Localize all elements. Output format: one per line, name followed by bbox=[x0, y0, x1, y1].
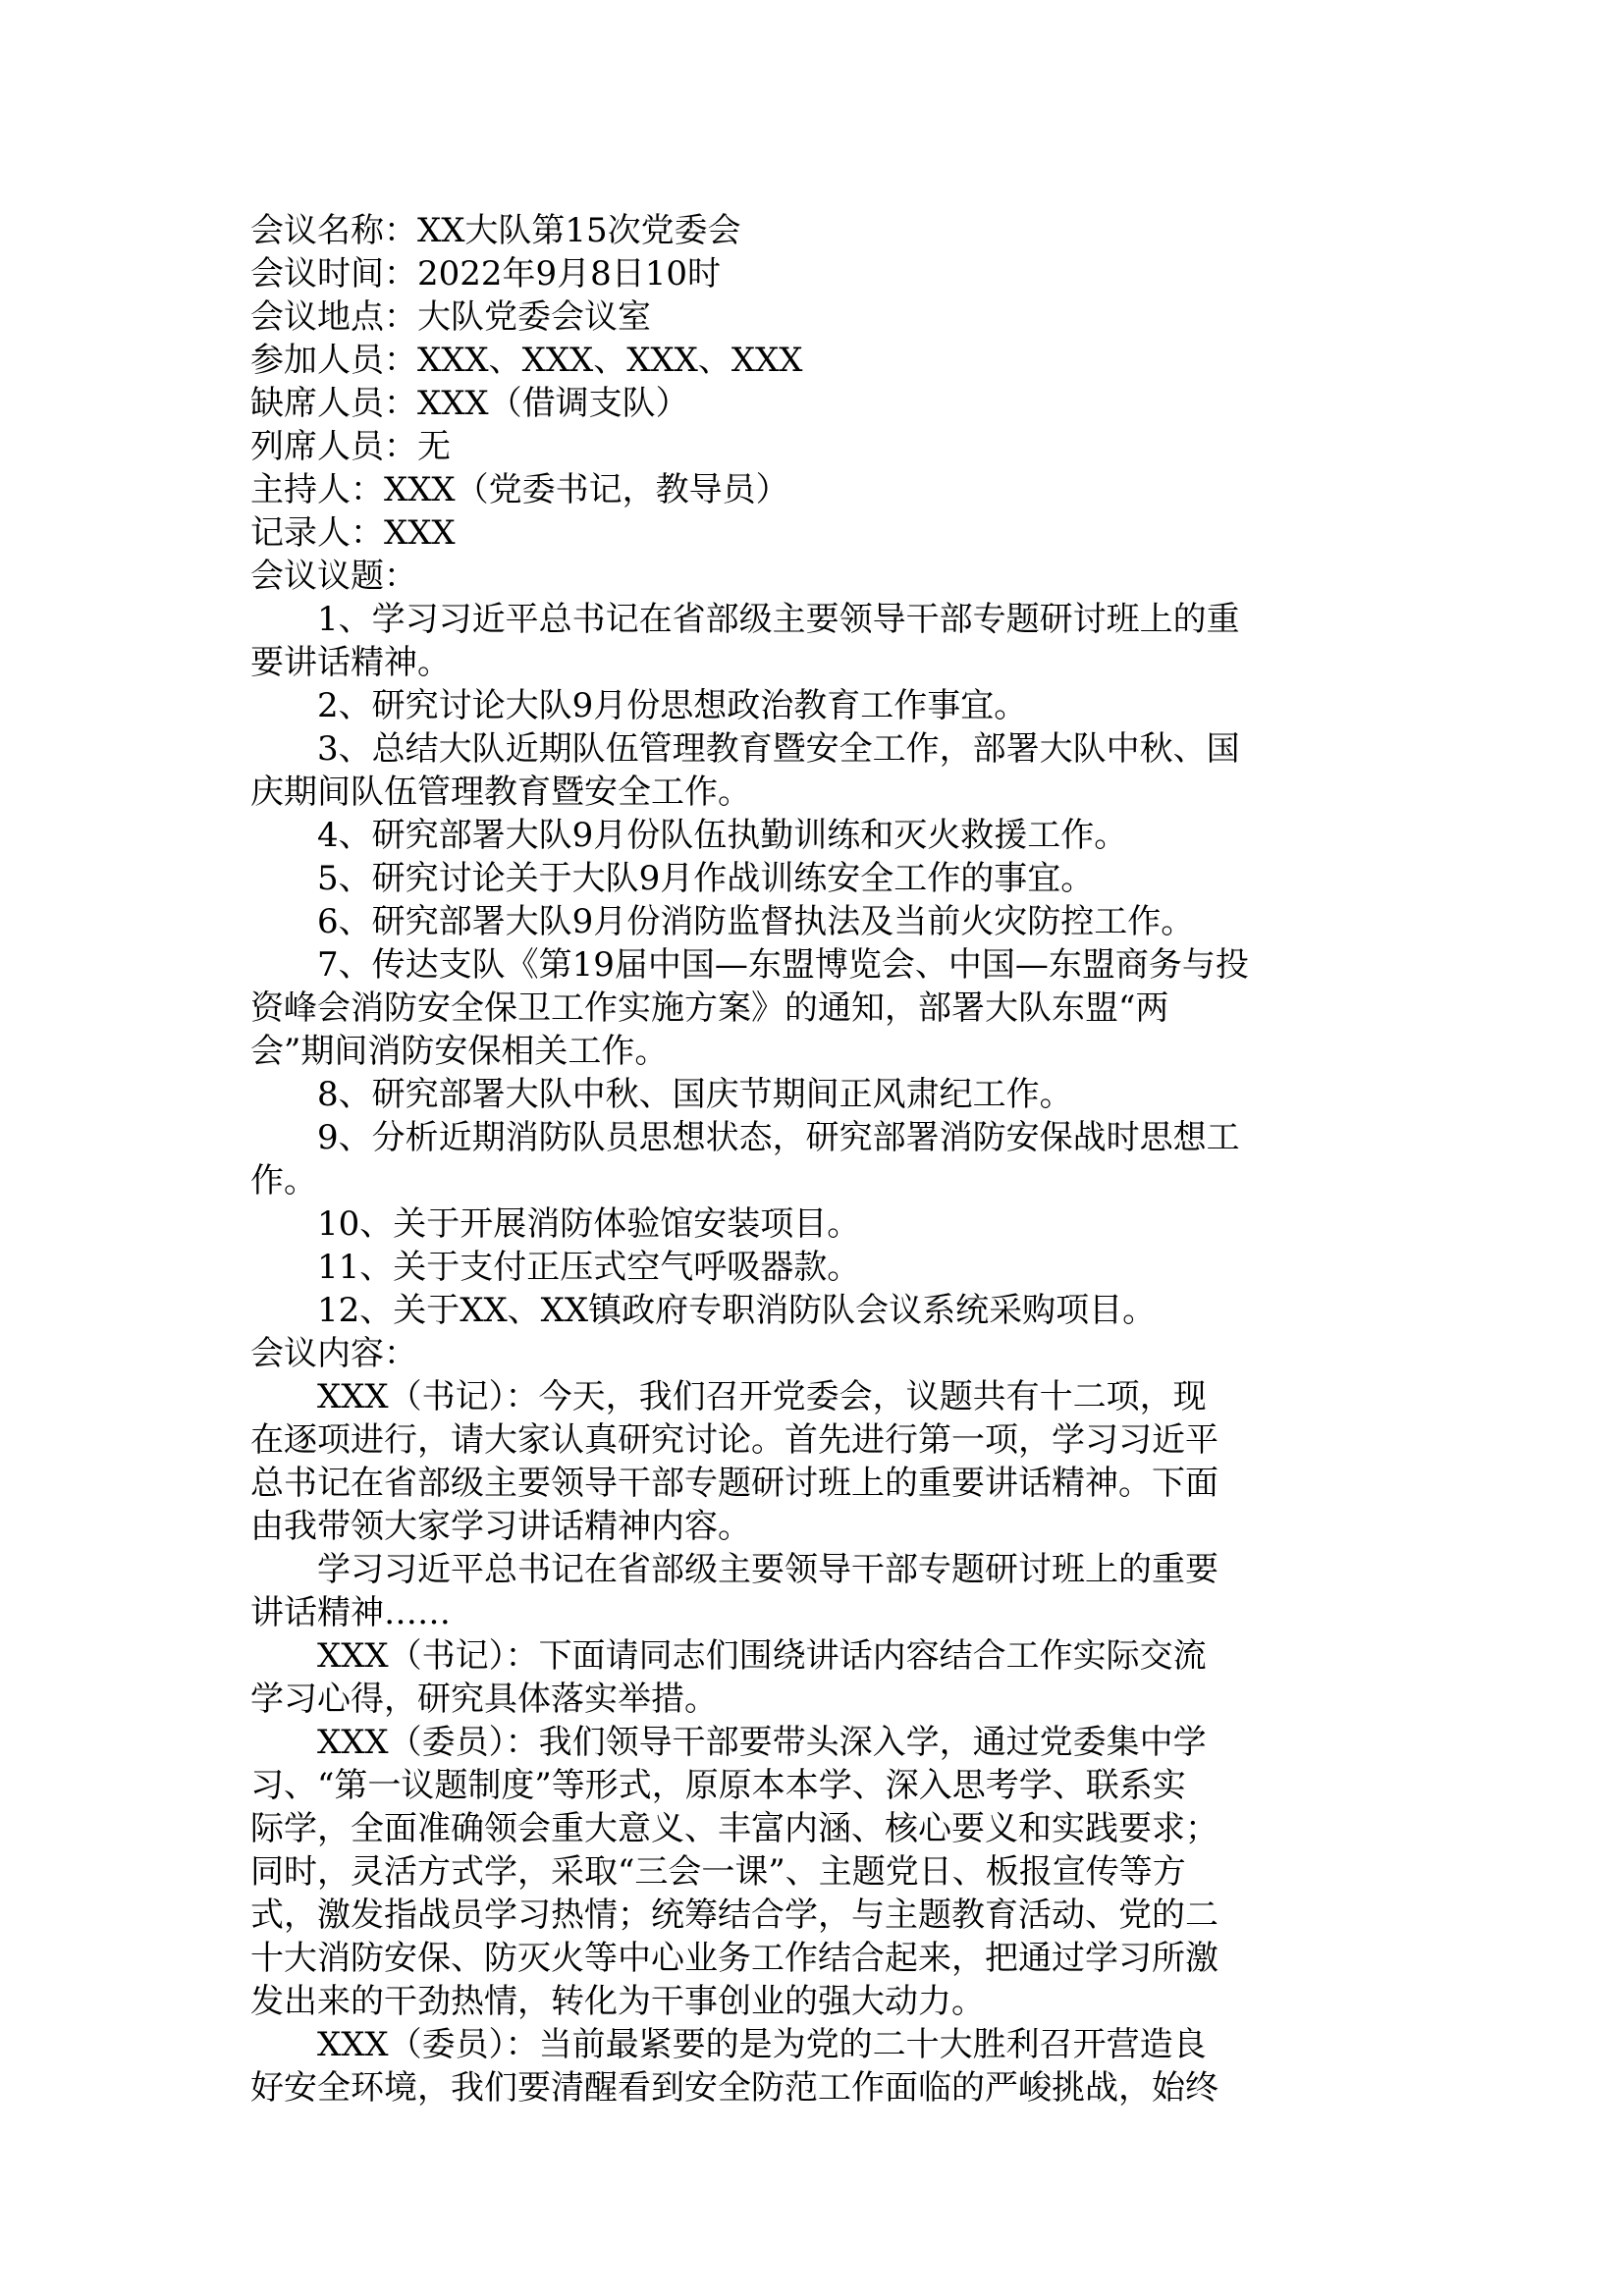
absent-row bbox=[250, 382, 1389, 425]
topic-line: 3、总结大队近期队伍管理教育暨安全工作，部署大队中秋、国 bbox=[250, 727, 1389, 771]
content-line: 学习习近平总书记在省部级主要领导干部专题研讨班上的重要 bbox=[250, 1548, 1389, 1591]
meeting-place-value: 大队党委会议室 bbox=[417, 297, 651, 337]
attendees-value: XXX、XXX、XXX、XXX bbox=[417, 341, 803, 380]
topic-line: 5、研究讨论关于大队9月作战训练安全工作的事宜。 bbox=[250, 857, 1389, 900]
topic-line: 12、关于XX、XX镇政府专职消防队会议系统采购项目。 bbox=[250, 1289, 1389, 1332]
topic-line: 要讲话精神。 bbox=[250, 641, 1389, 684]
absent-value: XXX（借调支队） bbox=[417, 384, 689, 423]
topic-line: 作。 bbox=[250, 1159, 1389, 1202]
absent-label: 缺席人员： bbox=[250, 384, 417, 423]
meeting-name-value: XX大队第15次党委会 bbox=[417, 211, 741, 250]
nonvoting-row bbox=[250, 425, 1389, 468]
content-line: 总书记在省部级主要领导干部专题研讨班上的重要讲话精神。下面 bbox=[250, 1462, 1389, 1505]
topic-line: 资峰会消防安全保卫工作实施方案》的通知，部署大队东盟“两 bbox=[250, 987, 1389, 1030]
topic-line: 9、分析近期消防队员思想状态，研究部署消防安保战时思想工 bbox=[250, 1116, 1389, 1159]
content-line: 好安全环境，我们要清醒看到安全防范工作面临的严峻挑战，始终 bbox=[250, 2066, 1389, 2109]
topic-line: 庆期间队伍管理教育暨安全工作。 bbox=[250, 771, 1389, 814]
host-label: 主持人： bbox=[250, 470, 384, 509]
meeting-minutes-document bbox=[250, 209, 1389, 2109]
nonvoting-label: 列席人员： bbox=[250, 427, 417, 466]
content-line: 十大消防安保、防灭火等中心业务工作结合起来，把通过学习所激 bbox=[250, 1937, 1389, 1980]
meeting-time-row bbox=[250, 252, 1389, 295]
topic-line: 11、关于支付正压式空气呼吸器款。 bbox=[250, 1246, 1389, 1289]
host-value: XXX（党委书记，教导员） bbox=[384, 470, 789, 509]
meeting-name-row bbox=[250, 209, 1389, 252]
content-line: 习、“第一议题制度”等形式，原原本本学、深入思考学、联系实 bbox=[250, 1764, 1389, 1807]
content-line: XXX（委员）：我们领导干部要带头深入学，通过党委集中学 bbox=[250, 1721, 1389, 1764]
meeting-name-label: 会议名称： bbox=[250, 211, 417, 250]
topic-line: 会”期间消防安保相关工作。 bbox=[250, 1030, 1389, 1073]
attendees-row bbox=[250, 339, 1389, 382]
meeting-time-label: 会议时间： bbox=[250, 254, 417, 294]
topic-line: 8、研究部署大队中秋、国庆节期间正风肃纪工作。 bbox=[250, 1073, 1389, 1116]
topic-line: 6、研究部署大队9月份消防监督执法及当前火灾防控工作。 bbox=[250, 900, 1389, 943]
topic-line: 2、研究讨论大队9月份思想政治教育工作事宜。 bbox=[250, 684, 1389, 727]
content-line: XXX（书记）：下面请同志们围绕讲话内容结合工作实际交流 bbox=[250, 1634, 1389, 1678]
topic-line: 10、关于开展消防体验馆安装项目。 bbox=[250, 1202, 1389, 1246]
recorder-label: 记录人： bbox=[250, 513, 384, 553]
meeting-place-label: 会议地点： bbox=[250, 297, 417, 337]
recorder-row bbox=[250, 511, 1389, 555]
topics-heading: 会议议题： bbox=[250, 555, 1389, 598]
content-line: 讲话精神…… bbox=[250, 1591, 1389, 1634]
attendees-label: 参加人员： bbox=[250, 341, 417, 380]
content-line: 同时，灵活方式学，采取“三会一课”、主题党日、板报宣传等方 bbox=[250, 1850, 1389, 1894]
recorder-value: XXX bbox=[384, 513, 456, 553]
content-line: 式，激发指战员学习热情；统筹结合学，与主题教育活动、党的二 bbox=[250, 1894, 1389, 1937]
topic-line: 7、传达支队《第19届中国—东盟博览会、中国—东盟商务与投 bbox=[250, 943, 1389, 987]
meeting-place-row bbox=[250, 295, 1389, 339]
nonvoting-value: 无 bbox=[417, 427, 451, 466]
topic-line: 1、学习习近平总书记在省部级主要领导干部专题研讨班上的重 bbox=[250, 598, 1389, 641]
topic-line: 4、研究部署大队9月份队伍执勤训练和灭火救援工作。 bbox=[250, 814, 1389, 857]
content-line: 由我带领大家学习讲话精神内容。 bbox=[250, 1505, 1389, 1548]
content-line: XXX（委员）：当前最紧要的是为党的二十大胜利召开营造良 bbox=[250, 2023, 1389, 2066]
content-line: 发出来的干劲热情，转化为干事创业的强大动力。 bbox=[250, 1980, 1389, 2023]
content-heading: 会议内容： bbox=[250, 1332, 1389, 1375]
content-line: XXX（书记）：今天，我们召开党委会，议题共有十二项，现 bbox=[250, 1375, 1389, 1418]
host-row bbox=[250, 468, 1389, 511]
content-line: 在逐项进行，请大家认真研究讨论。首先进行第一项，学习习近平 bbox=[250, 1418, 1389, 1462]
meeting-time-value: 2022年9月8日10时 bbox=[417, 254, 722, 294]
content-line: 际学，全面准确领会重大意义、丰富内涵、核心要义和实践要求； bbox=[250, 1807, 1389, 1850]
content-line: 学习心得，研究具体落实举措。 bbox=[250, 1678, 1389, 1721]
